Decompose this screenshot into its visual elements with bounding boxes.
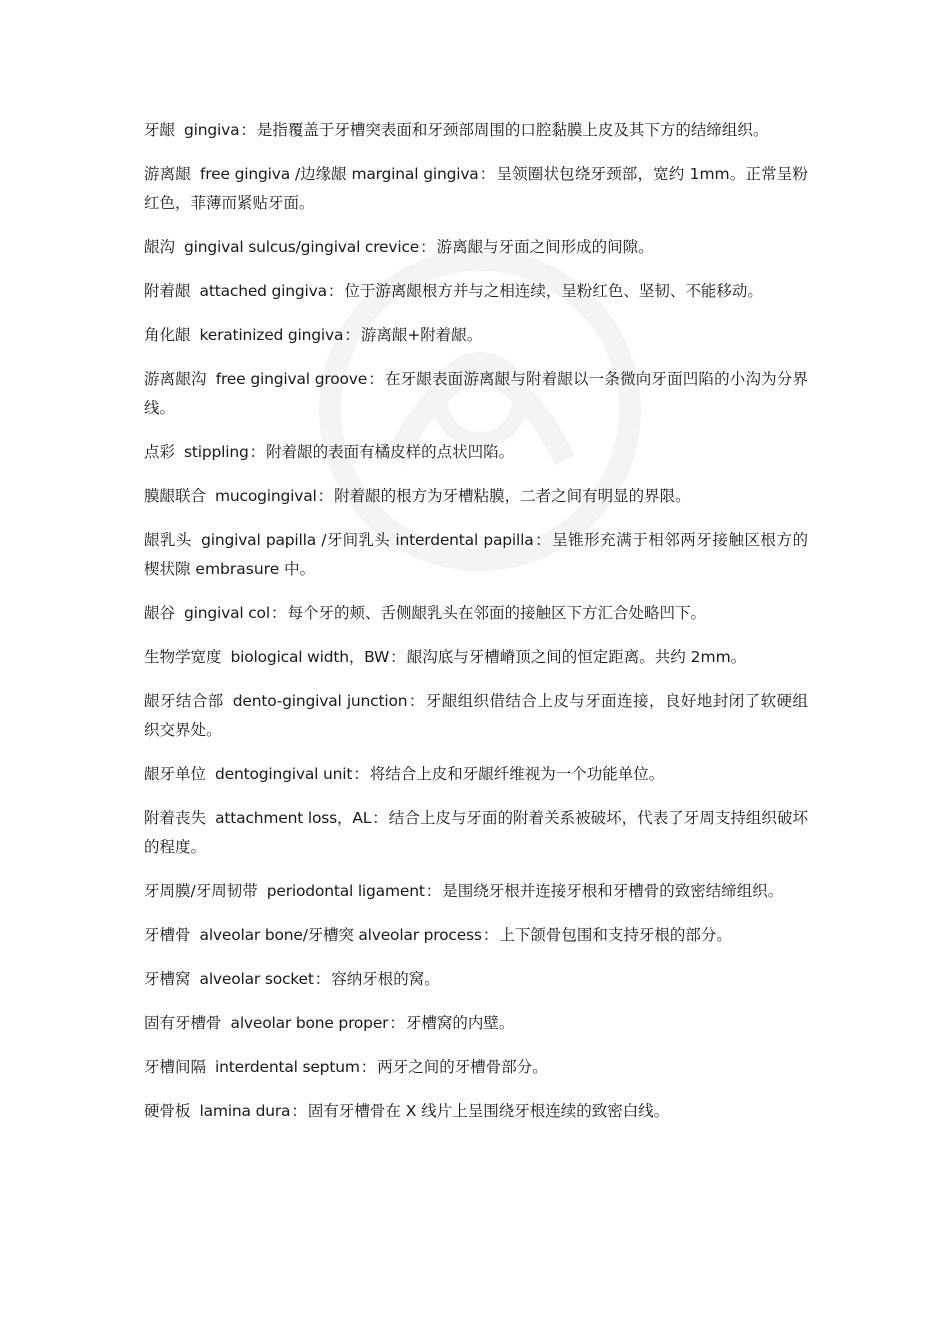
term-separator: ： bbox=[482, 926, 499, 944]
glossary-entry bbox=[144, 321, 808, 350]
term-definition: 牙槽窝的内壁。 bbox=[405, 1014, 515, 1032]
term-english: stippling bbox=[184, 443, 249, 461]
term-chinese: 龈谷 bbox=[144, 604, 176, 622]
term-definition: 游离龈+附着龈。 bbox=[360, 326, 483, 344]
term-english: alveolar socket bbox=[199, 970, 314, 988]
term-definition: 附着龈的表面有橘皮样的点状凹陷。 bbox=[266, 443, 515, 461]
term-english: biological width，BW bbox=[230, 648, 390, 666]
term-separator: ： bbox=[408, 692, 425, 710]
term-chinese: 龈沟 bbox=[144, 238, 176, 256]
term-chinese: 角化龈 bbox=[144, 326, 191, 344]
term-chinese: 龈牙结合部 bbox=[144, 692, 224, 710]
term-separator: ： bbox=[372, 809, 388, 827]
term-definition: 呈锥形充满于相邻两牙接触区根方的楔状隙 embrasure 中。 bbox=[144, 531, 808, 578]
glossary-entry bbox=[144, 116, 808, 145]
term-chinese: 牙龈 bbox=[144, 121, 176, 139]
term-separator: ： bbox=[353, 765, 369, 783]
term-chinese: 附着丧失 bbox=[144, 809, 207, 827]
term-separator: ： bbox=[420, 238, 436, 256]
term-definition: 容纳牙根的窝。 bbox=[331, 970, 440, 988]
term-definition: 附着龈的根方为牙槽粘膜，二者之间有明显的界限。 bbox=[334, 487, 691, 505]
term-english: dentogingival unit bbox=[215, 765, 353, 783]
term-separator: ： bbox=[240, 121, 256, 139]
term-english: lamina dura bbox=[199, 1102, 291, 1120]
term-english: attachment loss，AL bbox=[215, 809, 372, 827]
term-separator: ： bbox=[390, 648, 406, 666]
term-definition: 游离龈与牙面之间形成的间隙。 bbox=[436, 238, 654, 256]
glossary-entry bbox=[144, 687, 808, 745]
glossary-entry bbox=[144, 526, 808, 584]
term-english: gingival papilla /牙间乳头 interdental papilla bbox=[201, 531, 534, 549]
term-english: gingival sulcus/gingival crevice bbox=[184, 238, 420, 256]
term-separator: ： bbox=[317, 487, 334, 505]
term-english: interdental septum bbox=[215, 1058, 360, 1076]
term-chinese: 固有牙槽骨 bbox=[144, 1014, 222, 1032]
glossary-entry bbox=[144, 1097, 808, 1126]
glossary-entry bbox=[144, 643, 808, 672]
term-english: gingival col bbox=[184, 604, 270, 622]
term-definition: 结合上皮与牙面的附着关系被破坏，代表了牙周支持组织破坏的程度。 bbox=[144, 809, 808, 856]
term-english: alveolar bone proper bbox=[230, 1014, 389, 1032]
term-english: attached gingiva bbox=[199, 282, 327, 300]
glossary-list bbox=[144, 116, 808, 1141]
term-definition: 固有牙槽骨在 X 线片上呈围绕牙根连续的致密白线。 bbox=[307, 1102, 670, 1120]
term-chinese: 游离龈 bbox=[144, 165, 192, 183]
term-separator: ： bbox=[249, 443, 266, 461]
term-chinese: 牙槽骨 bbox=[144, 926, 191, 944]
term-separator: ： bbox=[327, 282, 344, 300]
glossary-entry bbox=[144, 760, 808, 789]
term-separator: ： bbox=[368, 370, 384, 388]
term-separator: ： bbox=[389, 1014, 405, 1032]
term-separator: ： bbox=[479, 165, 496, 183]
glossary-entry bbox=[144, 438, 808, 467]
term-chinese: 龈牙单位 bbox=[144, 765, 207, 783]
glossary-entry bbox=[144, 365, 808, 423]
glossary-entry bbox=[144, 482, 808, 511]
term-chinese: 硬骨板 bbox=[144, 1102, 191, 1120]
term-chinese: 生物学宽度 bbox=[144, 648, 222, 666]
glossary-entry bbox=[144, 965, 808, 994]
glossary-entry bbox=[144, 277, 808, 306]
term-definition: 是指覆盖于牙槽突表面和牙颈部周围的口腔黏膜上皮及其下方的结缔组织。 bbox=[256, 121, 769, 139]
glossary-entry bbox=[144, 1009, 808, 1038]
term-separator: ： bbox=[534, 531, 552, 549]
term-chinese: 龈乳头 bbox=[144, 531, 193, 549]
glossary-entry bbox=[144, 804, 808, 862]
term-chinese: 游离龈沟 bbox=[144, 370, 207, 388]
term-separator: ： bbox=[314, 970, 331, 988]
term-definition: 在牙龈表面游离龈与附着龈以一条微向牙面凹陷的小沟为分界线。 bbox=[144, 370, 808, 417]
term-definition: 牙龈组织借结合上皮与牙面连接，良好地封闭了软硬组织交界处。 bbox=[144, 692, 808, 739]
term-separator: ： bbox=[344, 326, 360, 344]
term-definition: 位于游离龈根方并与之相连续，呈粉红色、坚韧、不能移动。 bbox=[344, 282, 763, 300]
term-chinese: 牙槽间隔 bbox=[144, 1058, 207, 1076]
term-english: free gingiva /边缘龈 marginal gingiva bbox=[200, 165, 479, 183]
term-chinese: 牙周膜/牙周韧带 bbox=[144, 882, 258, 900]
glossary-entry bbox=[144, 1053, 808, 1082]
term-english: keratinized gingiva bbox=[199, 326, 344, 344]
term-definition: 上下颌骨包围和支持牙根的部分。 bbox=[499, 926, 732, 944]
term-separator: ： bbox=[270, 604, 287, 622]
term-separator: ： bbox=[360, 1058, 377, 1076]
term-definition: 两牙之间的牙槽骨部分。 bbox=[377, 1058, 548, 1076]
term-english: alveolar bone/牙槽突 alveolar process bbox=[199, 926, 482, 944]
term-chinese: 膜龈联合 bbox=[144, 487, 207, 505]
glossary-entry bbox=[144, 921, 808, 950]
term-english: gingiva bbox=[184, 121, 240, 139]
term-english: dento-gingival junction bbox=[232, 692, 408, 710]
term-definition: 龈沟底与牙槽嵴顶之间的恒定距离。共约 2mm。 bbox=[406, 648, 747, 666]
term-definition: 是围绕牙根并连接牙根和牙槽骨的致密结缔组织。 bbox=[442, 882, 784, 900]
term-english: periodontal ligament bbox=[266, 882, 425, 900]
glossary-entry bbox=[144, 233, 808, 262]
term-chinese: 附着龈 bbox=[144, 282, 191, 300]
glossary-entry bbox=[144, 877, 808, 906]
term-separator: ： bbox=[425, 882, 442, 900]
term-separator: ： bbox=[291, 1102, 307, 1120]
term-chinese: 点彩 bbox=[144, 443, 176, 461]
term-english: mucogingival bbox=[215, 487, 317, 505]
term-definition: 将结合上皮和牙龈纤维视为一个功能单位。 bbox=[369, 765, 665, 783]
term-definition: 呈领圈状包绕牙颈部，宽约 1mm。正常呈粉红色，菲薄而紧贴牙面。 bbox=[144, 165, 808, 212]
term-definition: 每个牙的颊、舌侧龈乳头在邻面的接触区下方汇合处略凹下。 bbox=[287, 604, 706, 622]
term-chinese: 牙槽窝 bbox=[144, 970, 191, 988]
glossary-entry bbox=[144, 160, 808, 218]
term-english: free gingival groove bbox=[215, 370, 368, 388]
glossary-entry bbox=[144, 599, 808, 628]
